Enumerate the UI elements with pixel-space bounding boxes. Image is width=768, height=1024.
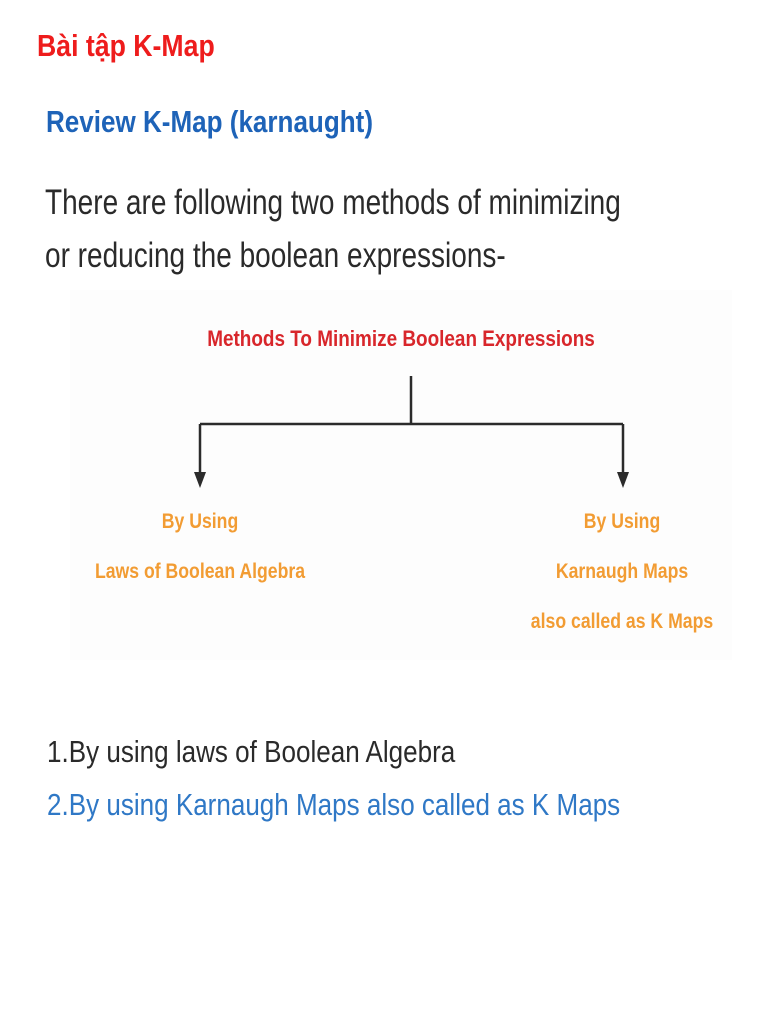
left-branch-line1: By Using — [161, 510, 239, 533]
right-arrow-head — [617, 472, 629, 488]
list-item: 1.By using laws of Boolean Algebra — [47, 734, 456, 769]
slide-title: Bài tập K-Map — [37, 28, 215, 63]
left-branch-line2: Laws of Boolean Algebra — [94, 560, 306, 583]
list-item: 2.By using Karnaugh Maps also called as K Maps — [47, 787, 621, 822]
section-subtitle: Review K-Map (karnaught) — [46, 104, 373, 139]
right-branch-line3: also called as K Maps — [530, 610, 714, 633]
intro-paragraph: There are following two methods of minimizing or reducing the boolean expressions- — [45, 183, 621, 275]
right-branch-line2: Karnaugh Maps — [555, 560, 689, 583]
diagram-root-label: Methods To Minimize Boolean Expressions — [207, 326, 595, 351]
methods-diagram — [70, 290, 732, 660]
right-branch-line1: By Using — [583, 510, 661, 533]
left-arrow-head — [194, 472, 206, 488]
